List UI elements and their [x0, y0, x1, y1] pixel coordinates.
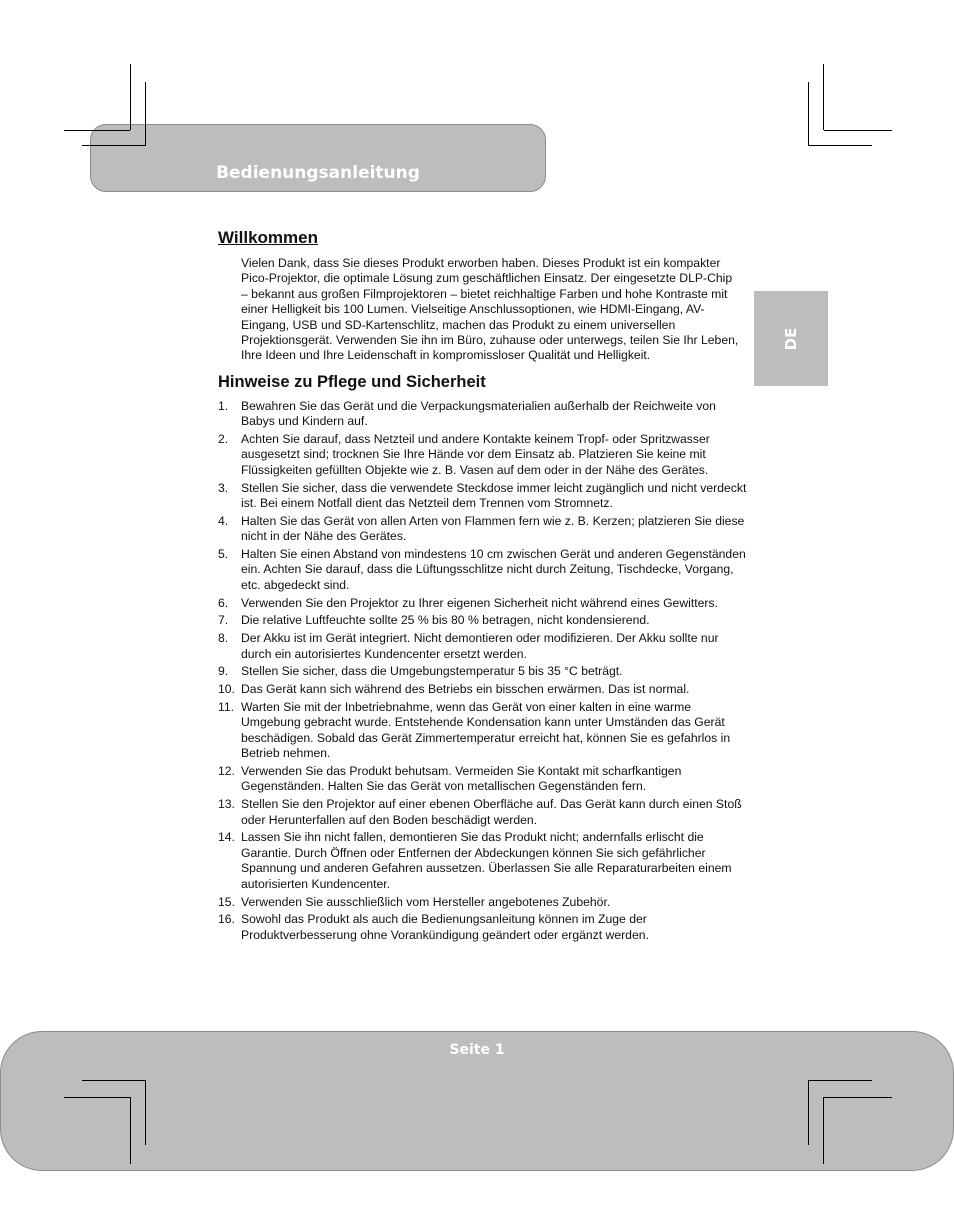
list-item-text: Das Gerät kann sich während des Betriebs ein bisschen erwärmen. Das ist normal. [241, 682, 690, 697]
list-item [218, 664, 748, 679]
list-item-number: 11. [218, 700, 235, 715]
list-item-text: Verwenden Sie den Projektor zu Ihrer eigenen Sicherheit nicht während eines Gewitters. [241, 595, 718, 610]
list-item-number: 12. [218, 764, 235, 779]
list-item-number: 8. [218, 631, 229, 646]
list-item [218, 797, 748, 828]
manual-content [218, 228, 748, 946]
safety-list [218, 399, 748, 943]
list-item-text: Bewahren Sie das Gerät und die Verpackungsmaterialien außerhalb der Reichweite von Babys und Kindern auf. [241, 398, 716, 429]
welcome-text: Vielen Dank, dass Sie dieses Produkt erworben haben. Dieses Produkt ist ein kompakter Pico-Projektor, die optimale Lösung zum geschäftlichen Einsatz. Der eingesetzte DLP-Chip – bekannt aus großen Filmprojektoren – bietet reichhaltige Farben und hohe Kontraste mit einer Helligkeit bis 100 Lumen. Vielseitige Anschlussoptionen, wie HDMI-Eingang, AV-Eingang, USB und SD-Kartenschlitz, machen das Produkt zu einem universellen Projektionsgerät. Verwenden Sie ihn im Büro, zuhause oder unterwegs, teilen Sie Ihr Leben, Ihre Ideen und Ihre Leidenschaft in kompromissloser Qualität und Helligkeit. [241, 256, 739, 363]
list-item-number: 14. [218, 830, 235, 845]
list-item-number: 9. [218, 664, 229, 679]
list-item-number: 1. [218, 398, 229, 413]
header-title: Bedienungsanleitung [216, 163, 420, 183]
list-item [218, 700, 748, 762]
list-item-text: Verwenden Sie ausschließlich vom Hersteller angebotenes Zubehör. [241, 894, 611, 909]
list-item [218, 596, 748, 611]
list-item [218, 764, 748, 795]
list-item-text: Verwenden Sie das Produkt behutsam. Vermeiden Sie Kontakt mit scharfkantigen Gegenständen. Halten Sie das Gerät von metallischen Gegenständen fern. [241, 764, 682, 794]
list-item-number: 5. [218, 547, 229, 562]
list-item-text: Die relative Luftfeuchte sollte 25 % bis 80 % betragen, nicht kondensierend. [241, 613, 650, 628]
list-item-text: Halten Sie das Gerät von allen Arten von Flammen fern wie z. B. Kerzen; platzieren Sie diese nicht in der Nähe des Gerätes. [241, 513, 745, 544]
list-item-text: Warten Sie mit der Inbetriebnahme, wenn das Gerät von einer kalten in eine warme Umgebung gebracht wurde. Entstehende Kondensation kann unter Umständen das Gerät beschädigen. Sobald das Gerät Zimmertemperatur erreicht hat, können Sie es gefahrlos in Betrieb nehmen. [241, 700, 731, 761]
list-item-number: 13. [218, 797, 235, 812]
list-item [218, 682, 748, 697]
list-item-number: 15. [218, 894, 235, 909]
list-item-number: 16. [218, 912, 235, 927]
list-item [218, 613, 748, 628]
welcome-heading: Willkommen [218, 228, 318, 247]
list-item [218, 481, 748, 512]
list-item-number: 2. [218, 432, 229, 447]
list-item-number: 4. [218, 513, 229, 528]
list-item-text: Sowohl das Produkt als auch die Bedienungsanleitung können im Zuge der Produktverbesserung ohne Vorankündigung geändert oder ergänzt werden. [241, 912, 649, 942]
list-item [218, 830, 748, 892]
list-item-number: 3. [218, 480, 229, 495]
list-item [218, 547, 748, 593]
list-item-text: Der Akku ist im Gerät integriert. Nicht demontieren oder modifizieren. Der Akku sollte nur durch ein autorisiertes Kundencenter ersetzt werden. [241, 631, 719, 661]
list-item-text: Stellen Sie den Projektor auf einer ebenen Oberfläche auf. Das Gerät kann durch einen Stoß oder Herunterfallen auf den Boden beschädigt werden. [241, 797, 742, 827]
list-item [218, 514, 748, 545]
list-item [218, 432, 748, 478]
list-item [218, 912, 748, 943]
list-item [218, 631, 748, 662]
list-item [218, 399, 748, 430]
list-item-text: Stellen Sie sicher, dass die verwendete Steckdose immer leicht zugänglich und nicht verdeckt ist. Bei einem Notfall dient das Netzteil dem Trennen vom Stromnetz. [241, 480, 747, 511]
list-item-text: Halten Sie einen Abstand von mindestens 10 cm zwischen Gerät und anderen Gegenständen ein. Achten Sie darauf, dass die Lüftungsschlitze nicht durch Zeitung, Tischdecke, Vorgang, etc. abgedeckt sind. [241, 547, 746, 592]
list-item [218, 895, 748, 910]
safety-heading: Hinweise zu Pflege und Sicherheit [218, 372, 486, 391]
list-item-number: 7. [218, 613, 229, 628]
page-number: Seite 1 [449, 1042, 505, 1058]
language-label: DE [782, 327, 800, 350]
list-item-number: 10. [218, 682, 235, 697]
list-item-text: Lassen Sie ihn nicht fallen, demontieren Sie das Produkt nicht; andernfalls erlischt die Garantie. Durch Öffnen oder Entfernen der Abdeckungen können Sie sich gefährlicher Spannung und anderen Gefahren aussetzen. Überlassen Sie alle Reparaturarbeiten einem autorisierten Kundencenter. [241, 830, 732, 891]
list-item-text: Stellen Sie sicher, dass die Umgebungstemperatur 5 bis 35 °C beträgt. [241, 664, 623, 679]
list-item-text: Achten Sie darauf, dass Netzteil und andere Kontakte keinem Tropf- oder Spritzwasser ausgesetzt sind; trocknen Sie Ihre Hände vor dem Einsatz ab. Platzieren Sie keine mit Flüssigkeiten gefüllten Objekte wie z. B. Vasen auf dem oder in der Nähe des Gerätes. [241, 432, 710, 477]
list-item-number: 6. [218, 595, 229, 610]
